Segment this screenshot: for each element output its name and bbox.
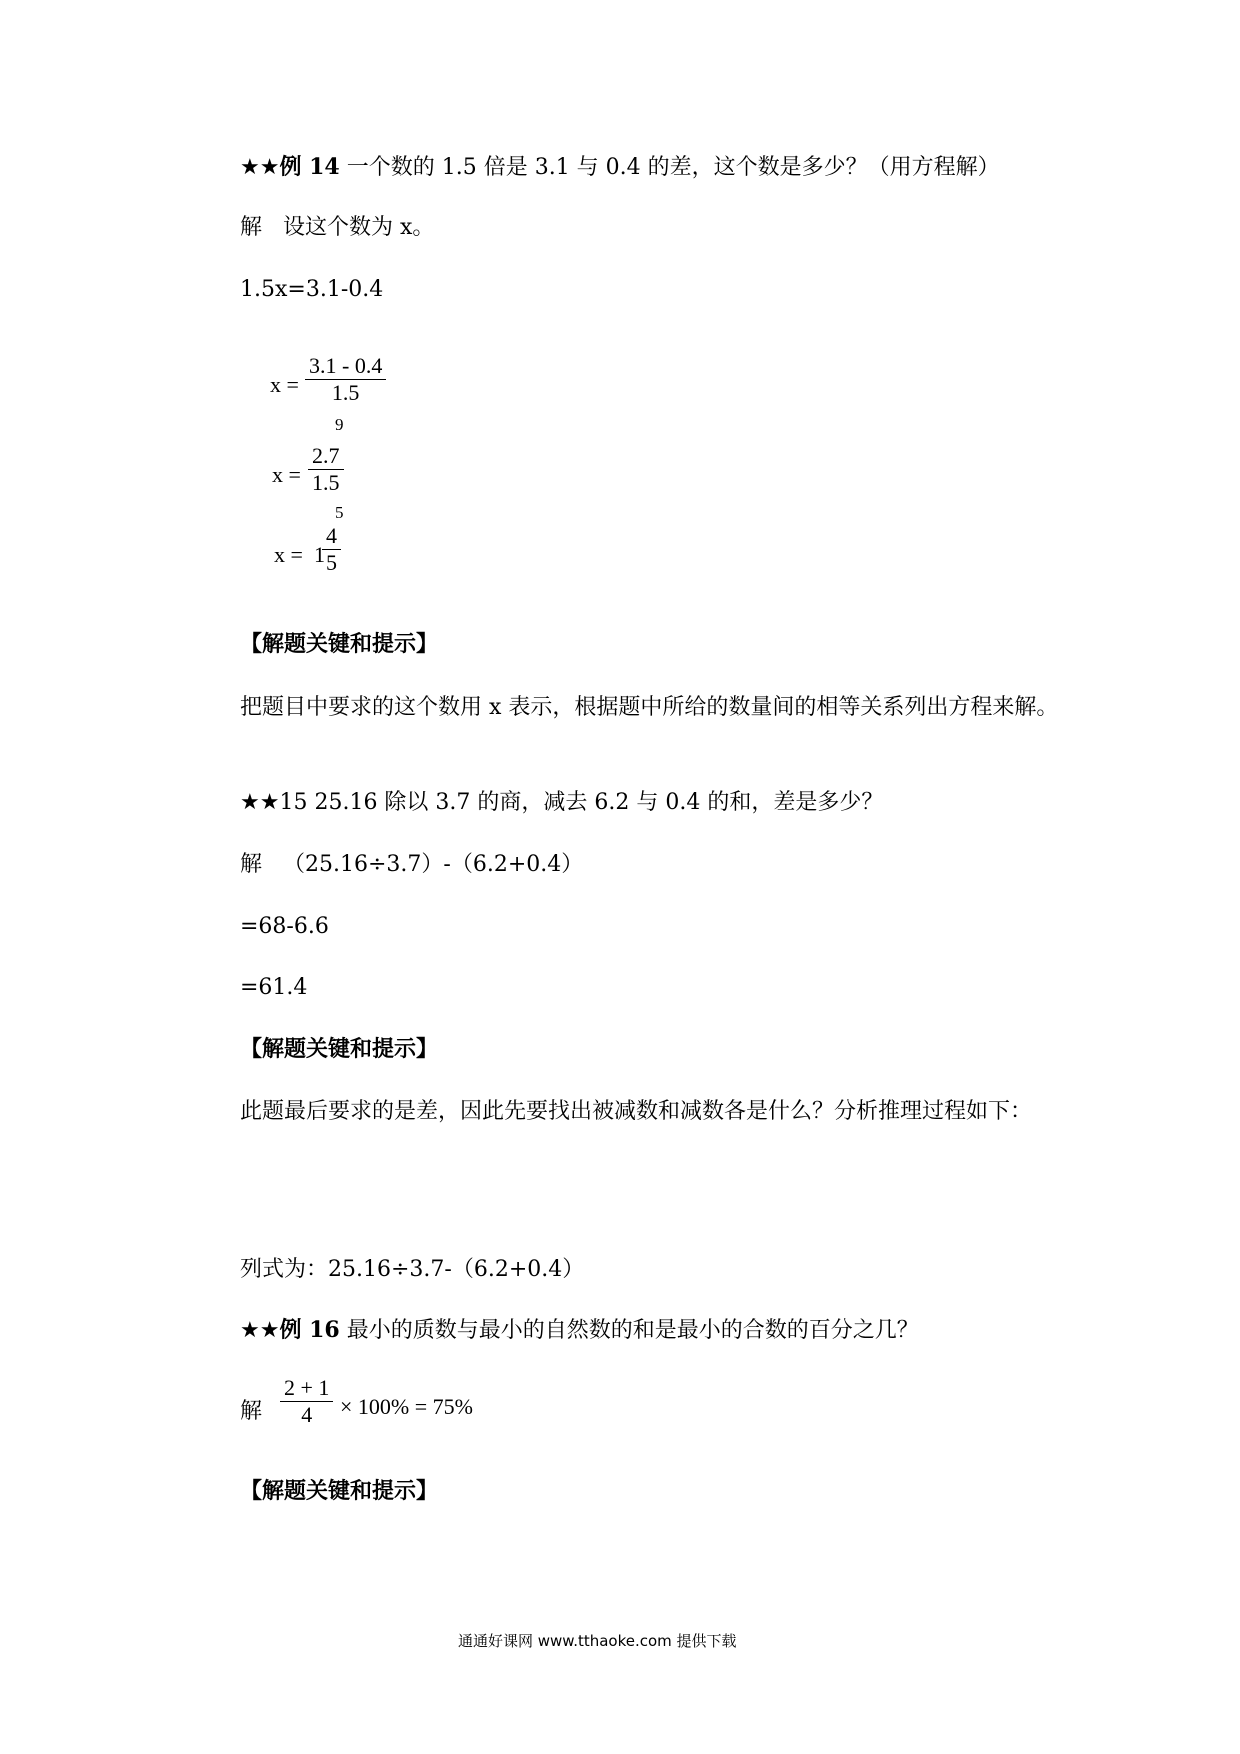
solution-label: 解: [240, 852, 263, 877]
example-question: 25.16 除以 3.7 的商，减去 6.2 与 0.4 的和，差是多少？: [314, 790, 884, 815]
hint-heading-3: 【解题关键和提示】: [240, 1479, 439, 1504]
example-label: 15: [279, 790, 308, 815]
ex16-denominator: 4: [301, 1402, 313, 1427]
step1-numerator: 3.1 - 0.4: [309, 353, 383, 378]
hint-heading-1: 【解题关键和提示】: [240, 632, 439, 657]
example-question: 最小的质数与最小的自然数的和是最小的合数的百分之几？: [346, 1318, 919, 1343]
solution-label: 解: [240, 215, 263, 240]
solution-expression: （25.16÷3.7）-（6.2+0.4）: [283, 852, 584, 877]
solution-intro: [240, 213, 434, 243]
step1-denominator: 1.5: [331, 380, 360, 405]
ex16-result: × 100% = 75%: [340, 1394, 473, 1419]
star-icon: ★★: [240, 790, 280, 815]
step3-numerator: 4: [326, 523, 337, 548]
step2-lhs: x =: [272, 462, 301, 487]
ex16-fraction: [280, 1375, 333, 1428]
ex15-solution-line-3: =61.4: [240, 975, 308, 1000]
example-15-title: [240, 788, 883, 818]
star-icon: ★★: [240, 155, 280, 180]
ex15-solution-line-1: [240, 850, 583, 880]
example-label: 例 16: [279, 1317, 340, 1343]
step2-cancel-bottom: 5: [335, 503, 344, 522]
step1-fraction: [305, 353, 386, 406]
hint-heading-2: 【解题关键和提示】: [240, 1037, 439, 1062]
solution-text: 设这个数为 x。: [283, 215, 435, 240]
example-label: 例 14: [279, 154, 340, 180]
step2-numerator: 2.7: [312, 443, 340, 468]
step3-fraction: [322, 523, 341, 576]
step2-denominator: 1.5: [312, 470, 340, 495]
example-14-title: [240, 152, 1000, 183]
star-icon: ★★: [240, 1318, 280, 1343]
ex16-numerator: 2 + 1: [284, 1375, 330, 1400]
step3-denominator: 5: [326, 550, 337, 575]
page-footer: 通通好课网 www.tthaoke.com 提供下载: [458, 1632, 737, 1650]
equation-1: 1.5x=3.1-0.4: [240, 277, 384, 302]
example-question: 一个数的 1.5 倍是 3.1 与 0.4 的差，这个数是多少？（用方程解）: [346, 155, 1000, 180]
step2-cancel-top: 9: [335, 415, 344, 434]
hint-text-1: 把题目中要求的这个数用 x 表示，根据题中所给的数量间的相等关系列出方程来解。: [240, 695, 1059, 720]
step2-fraction: [308, 443, 344, 496]
hint-text-2: 此题最后要求的是差，因此先要找出被减数和减数各是什么？分析推理过程如下：: [240, 1099, 1033, 1124]
hint-formula-2: 列式为：25.16÷3.7-（6.2+0.4）: [240, 1257, 585, 1282]
step3-lhs: x =: [274, 542, 303, 567]
step1-lhs: x =: [270, 372, 299, 397]
ex15-solution-line-2: =68-6.6: [240, 914, 329, 939]
example-16-title: [240, 1315, 919, 1346]
ex16-solution-label: 解: [240, 1398, 263, 1423]
step3-whole: 1: [314, 542, 325, 567]
